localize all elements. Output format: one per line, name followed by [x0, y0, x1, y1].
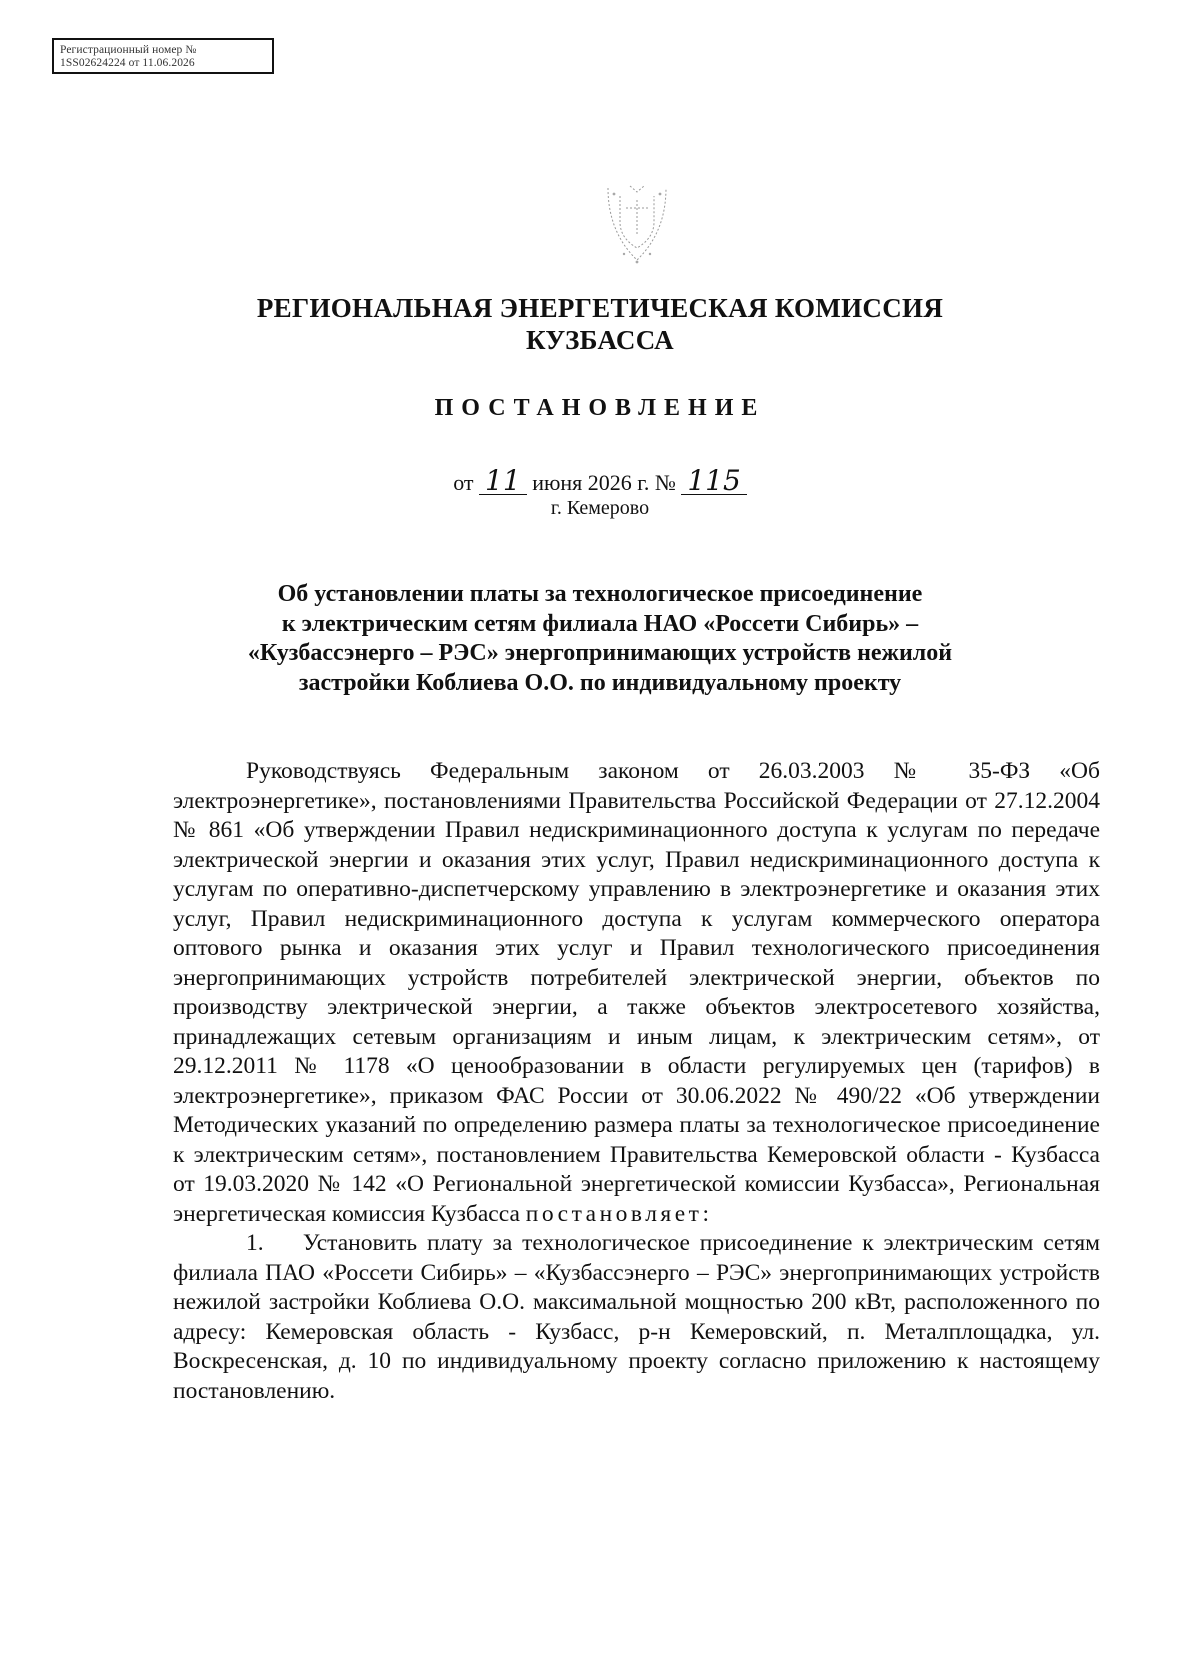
item-1-text: Установить плату за технологическое присоединение к электрическим сетям филиала ПАО «Россети Сибирь» – «Кузбассэнерго – РЭС» энергопринимающих устройств нежилой застройки Коблиева О.О. максимальной мощностью 200 кВт, расположенного по адресу: Кемеровская область - Кузбасс, р-н Кемеровский, п. Металплощадка, ул. Воскресенская, д. 10 по индивидуальному проекту согласно приложению к настоящему постановлению.: [173, 1230, 1101, 1404]
document-title: [150, 580, 1050, 698]
item-1-paragraph: [173, 1229, 1100, 1406]
organization-line-2: КУЗБАССА: [526, 325, 674, 355]
title-line-2: к электрическим сетям филиала НАО «Россети Сибирь» –: [281, 610, 919, 637]
registration-line-2: 1SS02624224 от 11.06.2026: [60, 57, 195, 69]
registration-number-stamp: [52, 38, 274, 74]
city: г. Кемерово: [550, 497, 650, 519]
organization-name: [0, 292, 1200, 356]
registration-line-1: Регистрационный номер №: [60, 44, 197, 56]
coat-of-arms-icon: [600, 182, 674, 266]
preamble-text: Руководствуясь Федеральным законом от 26.03.2003 № 35-ФЗ «Об электроэнергетике», постановлениями Правительства Российской Федерации от 27.12.2004 № 861 «Об утверждении Правил недискриминационного доступа к услугам по передаче электрической энергии и оказания этих услуг, Правил недискриминационного доступа к услугам по оперативно-диспетчерскому управлению в электроэнергетике и оказания этих услуг, Правил недискриминационного доступа к услугам коммерческого оператора оптового рынка и оказания этих услуг и Правил технологического присоединения энергопринимающих устройств потребителей электрической энергии, объектов по производству электрической энергии, а также объектов электросетевого хозяйства, принадлежащих сетевым организациям и иным лицам, к электрическим сетям», от 29.12.2011 № 1178 «О ценообразовании в области регулируемых цен (тарифов) в электроэнергетике», приказом ФАС России от 30.06.2022 № 490/22 «Об утверждении Методических указаний по определению размера платы за технологическое присоединение к электрическим сетям», постановлением Правительства Кемеровской области - Кузбасса от 19.03.2020 № 142 «О Региональной энергетической комиссии Кузбасса», Региональная энергетическая комиссия Кузбасса: [173, 758, 1100, 1227]
handwritten-document-number: 115: [681, 468, 746, 495]
document-body: [173, 757, 1100, 1406]
resolves-word: постановляет:: [525, 1200, 713, 1227]
title-line-4: застройки Коблиева О.О. по индивидуальному проекту: [298, 669, 902, 696]
date-prefix: от: [453, 470, 474, 495]
date-number-line: [0, 464, 1200, 497]
document-type: ПОСТАНОВЛЕНИЕ: [434, 395, 766, 421]
title-line-1: Об установлении платы за технологическое присоединение: [277, 581, 923, 607]
handwritten-day: 11: [479, 468, 527, 495]
organization-line-1: РЕГИОНАЛЬНАЯ ЭНЕРГЕТИЧЕСКАЯ КОМИССИЯ: [256, 293, 944, 323]
date-month-year: июня 2026 г. №: [532, 470, 676, 495]
item-1-number: 1.: [246, 1230, 264, 1256]
preamble-paragraph: [173, 757, 1100, 1229]
title-line-3: «Кузбассэнерго – РЭС» энергопринимающих устройств нежилой: [247, 640, 953, 666]
